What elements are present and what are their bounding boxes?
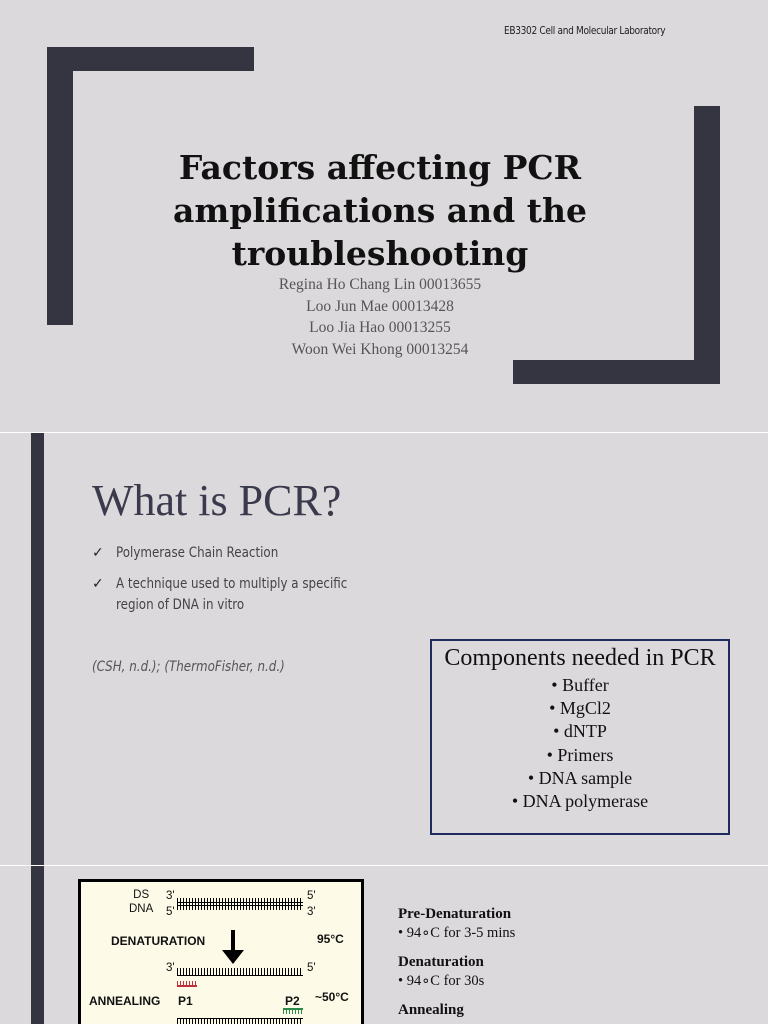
- annealing-label: ANNEALING: [89, 994, 161, 1008]
- step-detail: • 94∘C for 30s: [398, 973, 515, 990]
- strand-end-label: 5': [307, 890, 316, 902]
- author: Regina Ho Chang Lin 00013655: [278, 276, 482, 293]
- author-list: [230, 274, 530, 361]
- checkmark-icon: ✓: [92, 576, 104, 592]
- dna-strand: [177, 898, 303, 906]
- list-item: • MgCl2: [432, 697, 728, 720]
- step-detail: • 94∘C for 3-5 mins: [398, 925, 515, 942]
- list-item: • Buffer: [432, 674, 728, 697]
- components-box: [430, 639, 730, 835]
- author: Loo Jia Hao 00013255: [309, 319, 451, 337]
- course-label: EB3302 Cell and Molecular Laboratory: [504, 24, 666, 37]
- primer-p1: [177, 981, 197, 987]
- list-item: [92, 574, 432, 616]
- accent-bar: [31, 866, 44, 1024]
- strand-end-label: 3': [166, 890, 175, 902]
- dna-strand: [177, 968, 303, 976]
- primer-p2: [283, 1008, 303, 1014]
- pcr-steps: [398, 906, 515, 1019]
- strand-end-label: 5': [166, 906, 175, 918]
- point-text: Polymerase Chain Reaction: [116, 545, 279, 561]
- strand-end-label: 5': [307, 962, 316, 974]
- step-title: Pre-Denaturation: [398, 906, 512, 922]
- point-text: A technique used to multiply a specific region of DNA in vitro: [116, 576, 348, 613]
- denaturation-label: DENATURATION: [111, 934, 206, 948]
- title-line-3: troubleshooting: [231, 234, 529, 273]
- pcr-steps-slide: [0, 866, 768, 1024]
- slide-title: [150, 146, 610, 275]
- dna-strand: [177, 1018, 303, 1024]
- checkmark-icon: ✓: [92, 545, 104, 561]
- frame-bar-top-left-horizontal: [47, 47, 254, 71]
- list-item: • DNA polymerase: [432, 790, 728, 813]
- bullet-list: [92, 543, 432, 626]
- ds-label: DS DNA: [129, 889, 154, 915]
- primer-label-p1: P1: [178, 994, 193, 1008]
- step-title: Denaturation: [398, 954, 484, 970]
- denaturation-temp: 95°C: [317, 932, 344, 946]
- arrowhead-icon: [222, 950, 244, 964]
- accent-bar: [31, 433, 44, 865]
- frame-bar-bottom-right-vertical: [694, 106, 720, 384]
- list-item: • DNA sample: [432, 767, 728, 790]
- list-item: • dNTP: [432, 720, 728, 743]
- title-line-1: Factors affecting PCR: [178, 148, 582, 187]
- components-list: [432, 674, 728, 813]
- frame-bar-bottom-right-horizontal: [513, 360, 720, 384]
- title-slide: [0, 0, 768, 432]
- box-title: Components needed in PCR: [444, 645, 716, 671]
- step-title: Annealing: [398, 1002, 464, 1018]
- strand-end-label: 3': [166, 962, 175, 974]
- author: Loo Jun Mae 00013428: [306, 297, 454, 315]
- primer-label-p2: P2: [285, 994, 300, 1008]
- annealing-temp: ~50°C: [315, 990, 349, 1004]
- list-item: • Primers: [432, 744, 728, 767]
- citation: (CSH, n.d.); (ThermoFisher, n.d.): [92, 659, 285, 675]
- slide-heading: What is PCR?: [92, 476, 342, 525]
- frame-bar-top-left-vertical: [47, 47, 73, 325]
- what-is-pcr-slide: [0, 433, 768, 865]
- strand-end-label: 3': [307, 906, 316, 918]
- list-item: [92, 543, 432, 564]
- author: Woon Wei Khong 00013254: [291, 341, 469, 359]
- pcr-diagram: [78, 879, 364, 1024]
- title-line-2: amplifications and the: [173, 191, 587, 230]
